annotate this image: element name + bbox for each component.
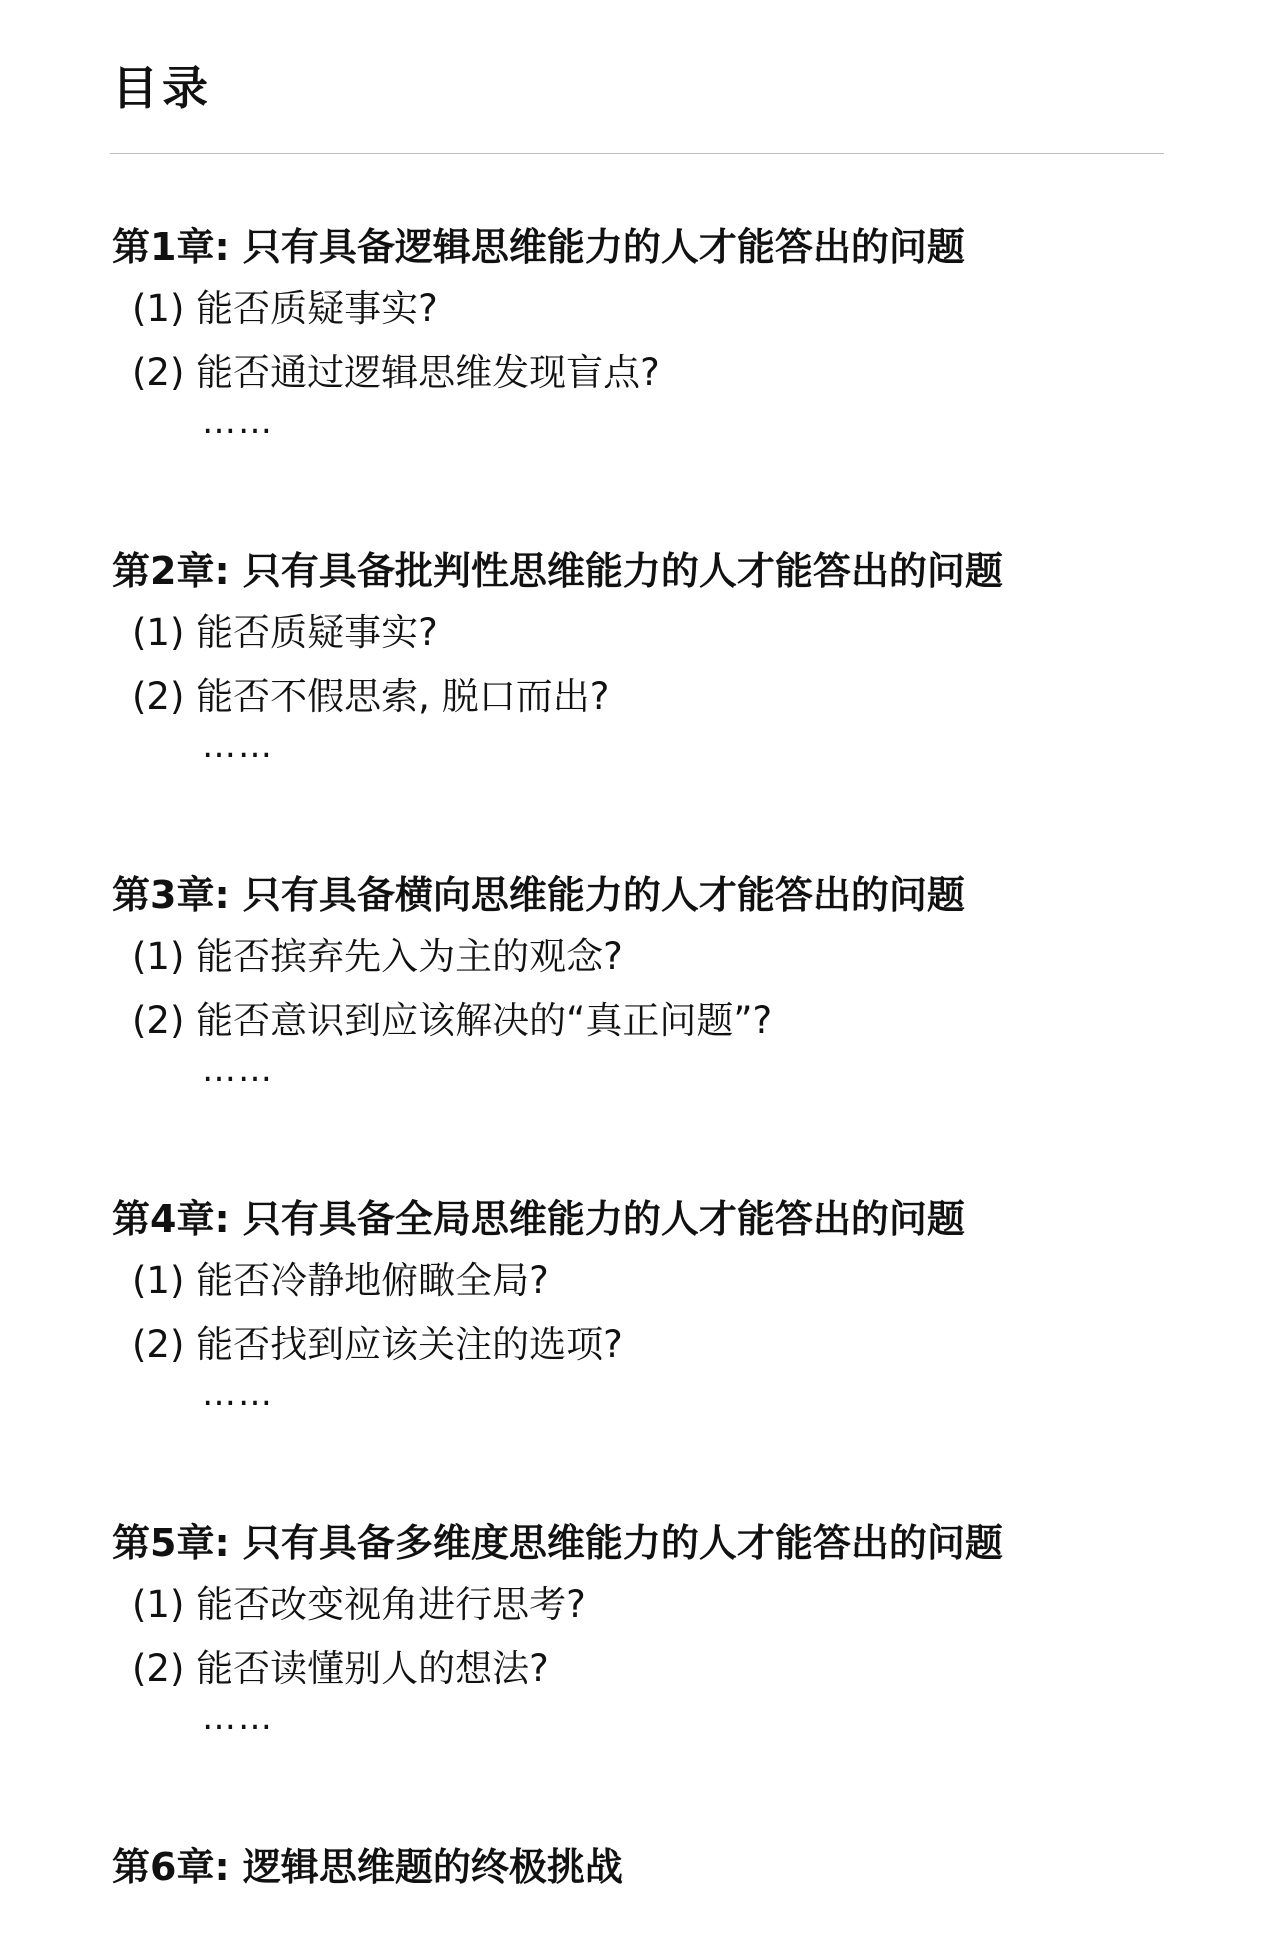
title-divider	[110, 153, 1164, 154]
chapter-item[interactable]: (2) 能否意识到应该解决的“真正问题”?	[132, 999, 773, 1042]
chapter-title[interactable]: 第5章: 只有具备多维度思维能力的人才能答出的问题	[112, 1521, 1003, 1565]
chapter-item[interactable]: (2) 能否通过逻辑思维发现盲点?	[132, 351, 660, 394]
chapter-title[interactable]: 第4章: 只有具备全局思维能力的人才能答出的问题	[112, 1197, 965, 1241]
chapter-ellipsis: ……	[202, 1374, 274, 1414]
chapter-item[interactable]: (1) 能否摈弃先入为主的观念?	[132, 935, 623, 978]
chapter-item[interactable]: (2) 能否找到应该关注的选项?	[132, 1323, 623, 1366]
chapter-item[interactable]: (1) 能否质疑事实?	[132, 611, 438, 654]
chapter-item[interactable]: (1) 能否质疑事实?	[132, 287, 438, 330]
chapter-item[interactable]: (1) 能否改变视角进行思考?	[132, 1583, 586, 1626]
page-title: 目录	[112, 61, 212, 115]
chapter-ellipsis: ……	[202, 726, 274, 766]
chapter-item[interactable]: (2) 能否读懂别人的想法?	[132, 1647, 549, 1690]
chapter-item[interactable]: (2) 能否不假思索, 脱口而出?	[132, 675, 610, 718]
chapter-title[interactable]: 第2章: 只有具备批判性思维能力的人才能答出的问题	[112, 549, 1003, 593]
chapter-item[interactable]: (1) 能否冷静地俯瞰全局?	[132, 1259, 549, 1302]
chapter-title[interactable]: 第1章: 只有具备逻辑思维能力的人才能答出的问题	[112, 225, 965, 269]
chapter-ellipsis: ……	[202, 1698, 274, 1738]
chapter-ellipsis: ……	[202, 402, 274, 442]
chapter-title[interactable]: 第3章: 只有具备横向思维能力的人才能答出的问题	[112, 873, 965, 917]
chapter-ellipsis: ……	[202, 1050, 274, 1090]
chapter-title[interactable]: 第6章: 逻辑思维题的终极挑战	[112, 1845, 623, 1889]
